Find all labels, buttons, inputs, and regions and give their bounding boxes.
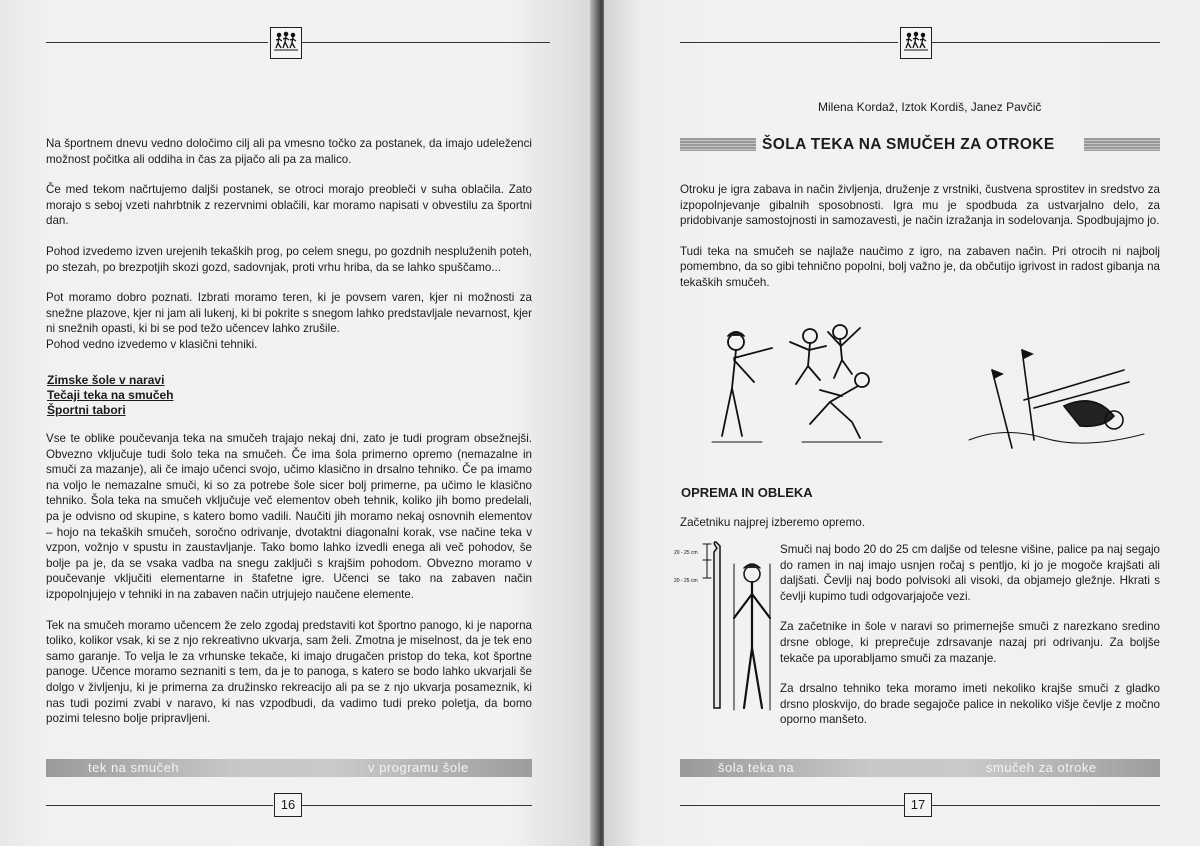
footer-rule-left-2 [302, 805, 532, 806]
logo-box-left [270, 27, 302, 59]
page-title: ŠOLA TEKA NA SMUČEH ZA OTROKE [762, 136, 1055, 153]
paragraph: Smuči naj bodo 20 do 25 cm daljše od telesne višine, palice pa naj segajo do ramen in naj imajo usnjen ročaj s pentljo, ki jo je mogoče krajšati ali daljšati. Čevlji naj bodo polvisoki ali visoki, da objamejo gležnje. Hkrati s čevlji kupimo tudi odgovarjajoče vezi. [780, 543, 1160, 603]
footer-band-left [46, 759, 532, 777]
length-label: 20 - 25 cm [674, 550, 698, 556]
footer-rule-left [46, 805, 273, 806]
equipment-text [780, 542, 1160, 743]
left-text-block-1 [46, 136, 532, 368]
header-rule-right-2 [932, 42, 1160, 43]
fallen-skier-illustration [964, 330, 1149, 460]
section-subheading: OPREMA IN OBLEKA [681, 485, 813, 500]
paragraph: Pot moramo dobro poznati. Izbrati moramo teren, ki je povsem varen, kjer ni možnosti za snežne plazove, kjer ni jam ali lukenj, ki bi pokrite s snegom lahko predstavljale nevarnost, kjer ni snežnih opasti, ki bi se pod težo učencev lahko zrušile. Pohod vedno izvedemo v klasični tehniki. [46, 291, 532, 351]
header-rule-left [46, 42, 268, 43]
footer-text-right: smučeh za otroke [986, 760, 1097, 775]
left-page [0, 0, 596, 846]
authors: Milena Kordaž, Iztok Kordiš, Janez Pavčič [818, 100, 1042, 114]
intro-text: Začetniku najprej izberemo opremo. [680, 516, 865, 529]
header-rule-right [680, 42, 898, 43]
paragraph: Pohod izvedemo izven urejenih tekaških prog, po celem snegu, po gozdnih nespluženih poteh, po stezah, po brezpotjih skozi gozd, sadovnjak, proti vrhu hriba, da se lahko spuščamo... [46, 244, 532, 274]
header-rule-left-2 [302, 42, 550, 43]
footer-band-right [680, 759, 1160, 777]
footer-text-left: šola teka na [718, 760, 795, 775]
title-bar-right [1084, 138, 1160, 151]
page-number: 16 [274, 793, 302, 817]
paragraph: Vse te oblike poučevanja teka na smučeh trajajo nekaj dni, zato je tudi program obsežnejši. Obvezno vključuje tudi šolo teka na smučeh. Če ima šola primerno opremo (nemazalne in smuči za mazanje), ali če imajo učenci svojo, učimo klasično in drsalno tehniko. Če pa imamo na voljo le nemazalne smuči, ki so za potrebe šole sicer bolj primerne, pa učimo le klasično tehniko. Šola teka na smučeh vključuje več elementov obeh tehnik, koliko jih bomo predelali, pa je odvisno od skupine, s katero bomo vadili. Naučiti jih moramo nekaj osnovnih elementov – hojo na tekaških smučeh, soročno odrivanje, dvotaktni diagonalni korak, vse načine teka v vzpon, vožnjo v spustu in zaustavljanje. Tako bomo lahko izvedli enega ali več pohodov, še bolje pa je, da se vsaka vadba na snegu zaključi s krajšim pohodom. Obvezno moramo v poučevanje vključiti elementarne in štafetne igre. Učenci se tako na zabaven način izpopolnjujejo v tehniki in na zabaven način utrjujejo naučene elemente. [46, 432, 532, 601]
footer-text-right: v programu šole [368, 760, 469, 775]
skiers-logo-icon [271, 28, 301, 58]
title-bar-left [680, 138, 756, 151]
right-text-block-1 [680, 182, 1160, 306]
section-heading: Športni tabori [47, 403, 126, 417]
right-page [604, 0, 1200, 846]
skier-equipment-figure [672, 538, 782, 718]
children-playing-illustration [692, 318, 892, 448]
skiers-logo-icon [901, 28, 931, 58]
footer-rule-right [680, 805, 904, 806]
footer-rule-right-2 [932, 805, 1160, 806]
footer-text-left: tek na smučeh [88, 760, 180, 775]
logo-box-right [900, 27, 932, 59]
paragraph: Za drsalno tehniko teka moramo imeti nekoliko krajše smuči z gladko drsno ploskvijo, do brade segajoče palice in nekoliko višje čevlje z močno oporno manšeto. [780, 682, 1160, 727]
length-label: 20 - 25 cm [674, 578, 698, 584]
section-heading: Zimske šole v naravi [47, 373, 165, 387]
section-heading: Tečaji teka na smučeh [47, 388, 174, 402]
paragraph: Tek na smučeh moramo učencem že zelo zgodaj predstaviti kot športno panogo, ki je naporna toliko, kolikor vsak, ki se z njo rekreativno ukvarja, sam želi. Zmotna je miselnost, da je tek eno samo garanje. To velja le za vrhunske tekače, ki imajo drugačen pristop do teka, kot športne panoge. Učence moramo seznaniti s tem, da je to panoga, s katero se bodo lahko ukvarjali še dolgo v življenju, ki je primerna za družinsko rekreacijo ali pa se z njo ukvarja posameznik, ki nas tudi pozimi zvabi v naravo, ki nas vzpodbudi, da vadimo tudi preko poletja, da bomo pozimi telesno bolje pripravljeni. [46, 618, 532, 726]
left-text-block-2 [46, 431, 532, 742]
title-row [680, 134, 1160, 156]
paragraph: Če med tekom načrtujemo daljši postanek, se otroci morajo preobleči v suha oblačila. Zato morajo s seboj vzeti nahrbtnik z rezervnimi oblačili, kar moramo napisati v obvestilu za športni dan. [46, 183, 532, 228]
page-number: 17 [904, 793, 932, 817]
paragraph: Otroku je igra zabava in način življenja, druženje z vrstniki, čustvena sprostitev in sredstvo za izpopolnjevanje gibalnih sposobnosti. Igra mu je spodbuda za ustvarjalno delo, za pridobivanje samostojnosti in samozavesti, je način izražanja in sodelovanja. Spodbujajmo jo. [680, 183, 1160, 228]
paragraph: Tudi teka na smučeh se najlaže naučimo z igro, na zabaven način. Pri otrocih ni najbolj pomembno, da so gibi tehnično popolni, bolj važno je, da občutijo igrivost in radost gibanja na tekaških smučeh. [680, 244, 1160, 289]
paragraph: Za začetnike in šole v naravi so primernejše smuči z narezkano sredino drsne obloge, ki preprečuje zdrsavanje nazaj pri odrivanju. Za boljše tekače pa uporabljamo smuči za mazanje. [780, 620, 1160, 665]
paragraph: Na športnem dnevu vedno določimo cilj ali pa vmesno točko za postanek, da imajo udeleženci možnost počitka ali oddiha in čas za pijačo ali pa za malico. [46, 137, 532, 166]
